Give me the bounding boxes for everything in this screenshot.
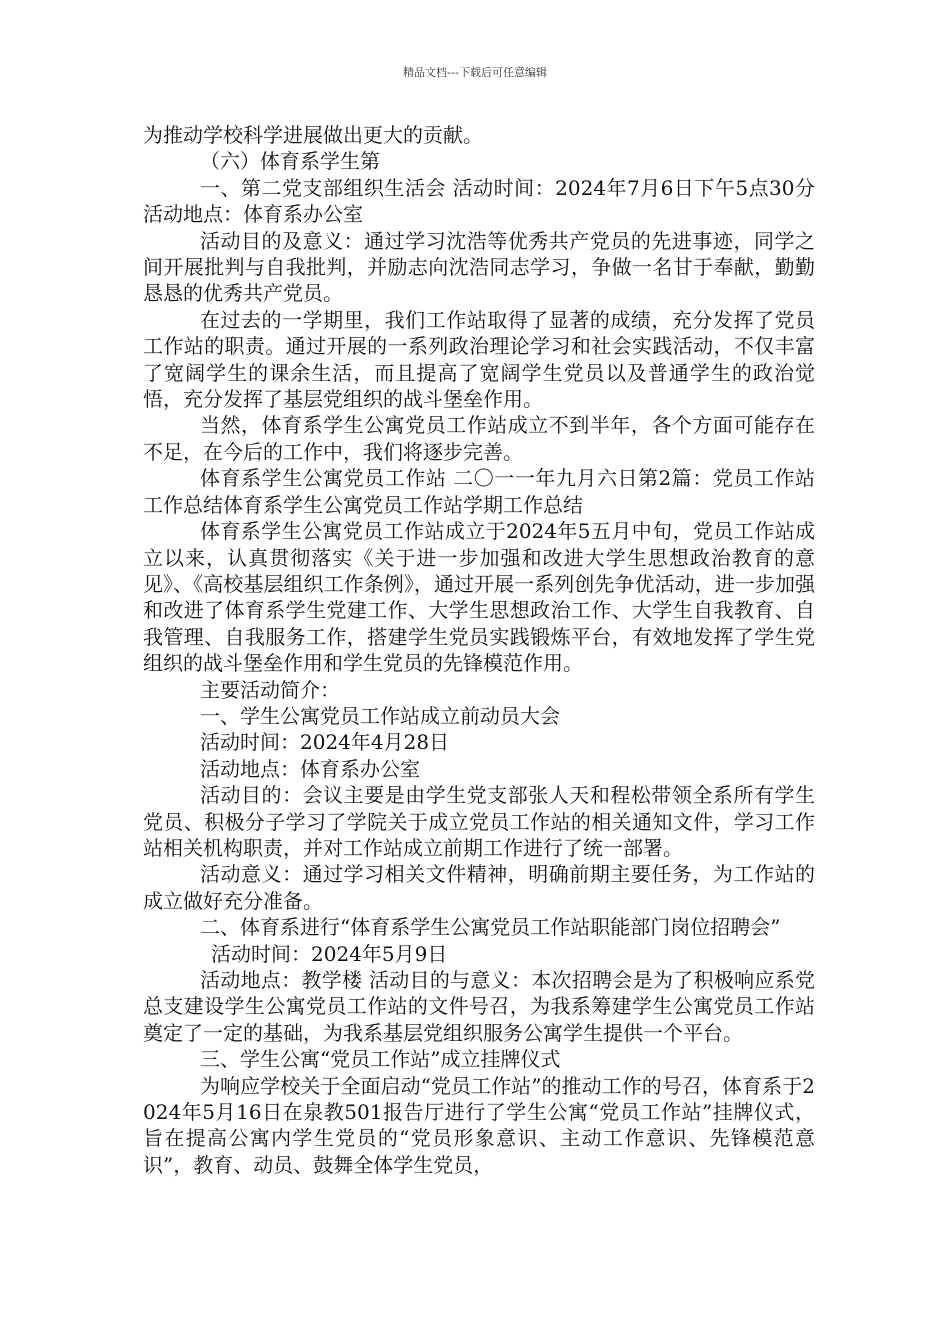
paragraph: 在过去的一学期里，我们工作站取得了显著的成绩，充分发挥了党员工作站的职责。通过开展的一系列政治理论学习和社会实践活动，不仅丰富了宽阔学生的课余生活，而且提高了宽阔学生党员以及普通学生的政治觉悟，充分发挥了基层党组织的战斗堡垒作用。 [143, 307, 815, 412]
paragraph: 体育系学生公寓党员工作站 二〇一一年九月六日第2篇：党员工作站工作总结体育系学生公寓党员工作站学期工作总结 [143, 466, 815, 517]
paragraph: 活动目的及意义：通过学习沈浩等优秀共产党员的先进事迹，同学之间开展批判与自我批判，并励志向沈浩同志学习，争做一名甘于奉献，勤勤恳恳的优秀共产党员。 [143, 228, 815, 306]
paragraph: 当然，体育系学生公寓党员工作站成立不到半年，各个方面可能存在不足，在今后的工作中，我们将逐步完善。 [143, 413, 815, 464]
paragraph: 活动地点：教学楼 活动目的与意义：本次招聘会是为了积极响应系党总支建设学生公寓党员工作站的文件号召，为我系筹建学生公寓党员工作站奠定了一定的基础，为我系基层党组织服务公寓学生提供一个平台。 [143, 968, 815, 1045]
paragraph: 活动时间：2024年5月9日 [211, 941, 448, 966]
paragraph: 活动意义：通过学习相关文件精神，明确前期主要任务，为工作站的成立做好充分准备。 [143, 862, 815, 913]
paragraph: 活动时间：2024年4月28日 [200, 730, 450, 755]
section-heading: 三、学生公寓“党员工作站”成立挂牌仪式 [200, 1047, 561, 1072]
section-heading: 一、学生公寓党员工作站成立前动员大会 [200, 703, 560, 728]
section-heading: （六）体育系学生第 [200, 149, 380, 174]
paragraph: 活动目的：会议主要是由学生党支部张人天和程松带领全系所有学生党员、积极分子学习了学院关于成立党员工作站的相关通知文件，学习工作站相关机构职责，并对工作站成立前期工作进行了统一部署。 [143, 783, 815, 860]
section-heading: 二、体育系进行“体育系学生公寓党员工作站职能部门岗位招聘会” [200, 915, 781, 940]
paragraph: 为推动学校科学进展做出更大的贡献。 [143, 123, 483, 147]
paragraph: 主要活动简介： [200, 677, 340, 702]
paragraph: 体育系学生公寓党员工作站成立于2024年5五月中旬，党员工作站成立以来，认真贯彻落实《关于进一步加强和改进大学生思想政治教育的意见》、《高校基层组织工作条例》，通过开展一系列创先争优活动，进一步加强和改进了体育系学生党建工作、大学生思想政治工作、大学生自我教育、自我管理、自我服务工作，搭建学生党员实践锻炼平台，有效地发挥了学生党组织的战斗堡垒作用和学生党员的先锋模范作用。 [143, 519, 815, 676]
page-header: 精品文档---下载后可任意编辑 [403, 66, 547, 79]
paragraph: 活动地点：体育系办公室 [200, 756, 420, 781]
document-body [143, 122, 815, 1178]
paragraph: 一、第二党支部组织生活会 活动时间：2024年7月6日下午5点30分 活动地点：体育系办公室 [143, 175, 815, 227]
paragraph: 为响应学校关于全面启动“党员工作站”的推动工作的号召，体育系于2024年5月16日在泉教501报告厅进行了学生公寓“党员工作站”挂牌仪式，旨在提高公寓内学生党员的“党员形象意识、主动工作意识、先锋模范意识”，教育、动员、鼓舞全体学生党员， [143, 1073, 815, 1177]
